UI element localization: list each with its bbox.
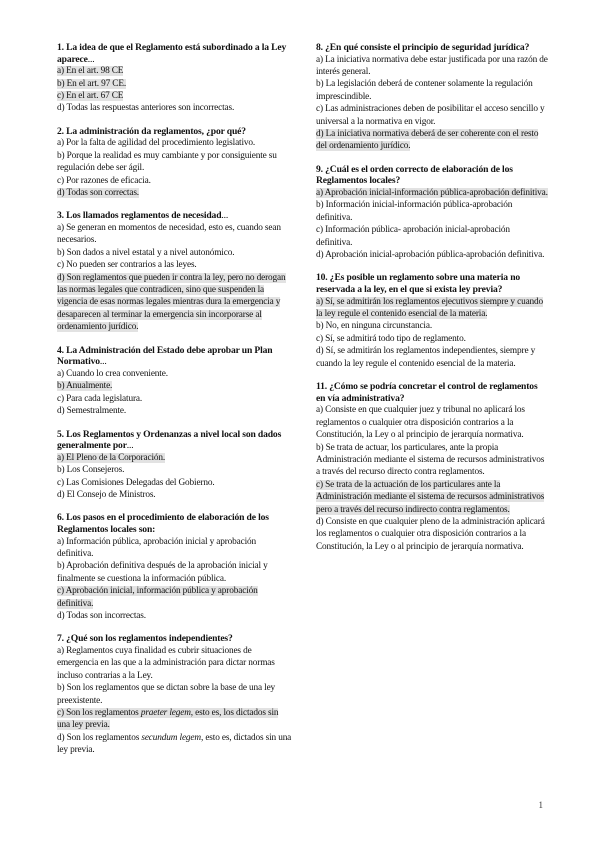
answer-option-text: a) Consiste en que cualquier juez y tribunal no aplicará los reglamentos o cualquier otra disposición contrarios a la Constitución, la Ley o al principio de jerarquía normativa. (316, 405, 525, 441)
answer-option-text: d) Todas las respuestas anteriores son incorrectas. (57, 103, 235, 114)
answer-option-text: b) La legislación deberá de contener solamente la regulación imprescindible. (316, 79, 533, 102)
question (57, 345, 293, 418)
answer-option-text: a) Se generan en momentos de necesidad, esto es, cuando sean necesarios. (57, 223, 281, 246)
answer-option-text-start: d) Son los reglamentos (57, 732, 142, 743)
question-title (57, 210, 293, 222)
question-title-ellipsis: ... (126, 440, 134, 452)
question-title (316, 42, 548, 54)
answer-option (57, 380, 293, 392)
question-title-ellipsis: ... (99, 356, 107, 368)
answer-option-text: c) Aprobación inicial, información pública y aprobación definitiva. (57, 586, 258, 609)
answer-option (57, 65, 293, 77)
question (316, 381, 548, 553)
question (57, 512, 293, 622)
answer-option (57, 610, 293, 622)
answer-option (57, 247, 293, 259)
answer-option (57, 150, 293, 175)
answer-option (57, 259, 293, 271)
answer-option (57, 732, 293, 757)
answer-option-text (57, 708, 278, 730)
answer-option (57, 90, 293, 102)
question (316, 164, 548, 262)
answer-option (316, 296, 548, 321)
answer-option-text: a) Información pública, aprobación inicial y aprobación definitiva. (57, 536, 257, 559)
answer-option-latin-term: praeter legem (140, 707, 191, 718)
answer-option-text: a) El Pleno de la Corporación. (57, 452, 166, 463)
question (316, 42, 548, 153)
answer-option (57, 175, 293, 187)
answer-option-text: b) Información inicial-información pública-aprobación definitiva. (316, 200, 513, 223)
question-title (57, 512, 293, 535)
question-title (57, 345, 293, 368)
answer-option-text: c) En el art. 67 CE (57, 91, 124, 101)
answer-option (316, 54, 548, 79)
answer-option (316, 78, 548, 103)
answer-option (57, 222, 293, 247)
answer-option (316, 320, 548, 332)
question-title (316, 381, 548, 404)
question-title-ellipsis: ... (87, 53, 95, 65)
answer-option (57, 645, 293, 682)
question (57, 633, 293, 756)
answer-option (57, 405, 293, 417)
answer-option-text: c) Sí, se admitirá todo tipo de reglamento. (316, 333, 466, 344)
answer-option-text: d) Semestralmente. (57, 406, 127, 417)
question-title (316, 272, 548, 295)
answer-option (57, 187, 293, 199)
question-title-text: 10. ¿Es posible un reglamento sobre una materia no reservada a la ley, en el que si exista ley previa? (316, 272, 521, 296)
answer-option (316, 249, 548, 261)
answer-option-text: a) En el art. 98 CE (57, 66, 124, 77)
question-title-text: 8. ¿En qué consiste el principio de seguridad jurídica? (316, 42, 530, 53)
question-title-text: 3. Los llamados reglamentos de necesidad (57, 210, 222, 222)
answer-option-text: d) Sí, se admitirán los reglamentos independientes, siempre y cuando la ley regule el contenido esencial de la materia. (316, 346, 536, 369)
answer-option-text: c) Información pública- aprobación inicial-aprobación definitiva. (316, 225, 510, 248)
answer-option-text: a) Aprobación inicial-información pública-aprobación definitiva. (316, 188, 548, 199)
question-title-text: 2. La administración da reglamentos, ¿por qué? (57, 125, 246, 137)
page-number: 1 (538, 800, 543, 810)
answer-option-text: c) No pueden ser contrarios a las leyes. (57, 260, 197, 271)
answer-option (57, 477, 293, 489)
question (57, 126, 293, 200)
answer-option-text: d) Son reglamentos que pueden ir contra la ley, pero no derogan las normas legales que contradicen, sino que suspenden la vigencia de esas normas legales mientras dura la emergencia y desaparecen al terminar la emergencia sin incorporarse al ordenamiento jurídico. (57, 272, 286, 333)
answer-option (57, 368, 293, 380)
answer-option-text: d) Consiste en que cualquier pleno de la administración aplicará los reglamentos o cualquier otra disposición contrarios a la Constitución, la Ley o al principio de jerarquía normativa. (316, 516, 545, 552)
answer-option-text: b) Aprobación definitiva después de la aprobación inicial y finalmente se cuestiona la información pública. (57, 561, 268, 584)
answer-option-text (57, 733, 291, 755)
question-title-text: 1. La idea de que el Reglamento está subordinado a la Ley aparece (57, 42, 287, 65)
question (57, 42, 293, 115)
answer-option (316, 103, 548, 128)
answer-option-text: a) Sí, se admitirán los reglamentos ejecutivos siempre y cuando la ley regule el contenido esencial de la materia. (316, 296, 544, 320)
answer-option-text: d) Todas son incorrectas. (57, 610, 146, 621)
answer-option (57, 707, 293, 732)
right-column (316, 42, 548, 564)
answer-option (57, 102, 293, 114)
answer-option-text-start: c) Son los reglamentos (57, 707, 141, 718)
answer-option (316, 128, 548, 153)
answer-option (316, 199, 548, 224)
question-title (57, 126, 293, 138)
answer-option (57, 560, 293, 585)
question-title-ellipsis: ... (221, 210, 229, 222)
answer-option-text: b) No, en ninguna circunstancia. (316, 321, 433, 332)
answer-option-text: c) Por razones de eficacia. (57, 175, 151, 186)
answer-option-text: a) La iniciativa normativa debe estar justificada por una razón de interés general. (316, 54, 548, 77)
answer-option-text: d) Aprobación inicial-aprobación pública-aprobación definitiva. (316, 250, 545, 261)
answer-option-text: b) Porque la realidad es muy cambiante y por consiguiente su regulación debe ser ágil. (57, 150, 277, 174)
question-title-text: 7. ¿Qué son los reglamentos independientes? (57, 633, 233, 645)
answer-option-text-end: , esto es, los dictados sin una ley previa. (57, 707, 279, 731)
answer-option-text: c) Las Comisiones Delegadas del Gobierno. (57, 477, 215, 488)
question-title-text: 6. Los pasos en el procedimiento de elaboración de los Reglamentos locales son: (57, 512, 269, 535)
answer-option-text: c) Se trata de la actuación de los particulares ante la Administración mediante el sistema de recursos administrativos pero a través del recurso indirecto contra reglamentos. (316, 479, 545, 515)
answer-option-text: a) Cuando lo crea conveniente. (57, 368, 168, 379)
answer-option (57, 489, 293, 501)
answer-option-latin-term: secundum legem (141, 732, 201, 743)
answer-option-text: b) Los Consejeros. (57, 465, 125, 476)
answer-option-text-end: , esto es, dictados sin una ley previa. (57, 732, 292, 756)
question-title-text: 4. La Administración del Estado debe aprobar un Plan Normativo (57, 344, 273, 368)
answer-option-text: d) Todas son correctas. (57, 188, 139, 199)
question (316, 272, 548, 370)
answer-option-text: d) La iniciativa normativa deberá de ser coherente con el resto del ordenamiento jurídico. (316, 129, 539, 152)
answer-option (316, 404, 548, 441)
answer-option (316, 516, 548, 553)
question-title-text: 5. Los Reglamentos y Ordenanzas a nivel local son dados generalmente por (57, 428, 282, 452)
answer-option-text: a) Por la falta de agilidad del procedimiento legislativo. (57, 138, 256, 149)
left-column (57, 42, 293, 768)
answer-option (57, 393, 293, 405)
question (57, 429, 293, 502)
answer-option-text: b) Son los reglamentos que se dictan sobre la base de una ley preexistente. (57, 683, 276, 706)
answer-option (57, 585, 293, 610)
question-title (57, 429, 293, 452)
answer-option-text: d) El Consejo de Ministros. (57, 489, 156, 500)
question-title-text: 9. ¿Cuál es el orden correcto de elaboración de los Reglamentos locales? (316, 163, 513, 187)
answer-option (57, 536, 293, 561)
answer-option (57, 682, 293, 707)
answer-option-text: c) Las administraciones deben de posibilitar el acceso sencillo y universal a la normativa en vigor. (316, 104, 545, 127)
answer-option (57, 272, 293, 334)
question-title (57, 633, 293, 645)
answer-option-text: b) Se trata de actuar, los particulares, ante la propia Administración mediante el sistema de recursos administrativos a través del recurso directo contra reglamentos. (316, 442, 545, 478)
question-title (57, 42, 293, 65)
answer-option (316, 345, 548, 370)
answer-option (57, 78, 293, 90)
answer-option (316, 479, 548, 516)
answer-option-text: b) Anualmente. (57, 381, 113, 392)
question-title (316, 164, 548, 187)
answer-option (316, 224, 548, 249)
answer-option-text: c) Para cada legislatura. (57, 393, 143, 404)
answer-option (316, 333, 548, 345)
answer-option (316, 187, 548, 199)
answer-option-text: b) En el art. 97 CE. (57, 78, 127, 89)
answer-option-text: b) Son dados a nivel estatal y a nivel autonómico. (57, 247, 235, 258)
answer-option (316, 442, 548, 479)
question-title-text: 11. ¿Cómo se podría concretar el control de reglamentos en vía administrativa? (316, 381, 538, 404)
question (57, 210, 293, 333)
answer-option (57, 137, 293, 149)
answer-option (57, 464, 293, 476)
answer-option (57, 452, 293, 464)
answer-option-text: a) Reglamentos cuya finalidad es cubrir situaciones de emergencia en las que a la administración para dictar normas incluso contrarias a la Ley. (57, 645, 275, 681)
